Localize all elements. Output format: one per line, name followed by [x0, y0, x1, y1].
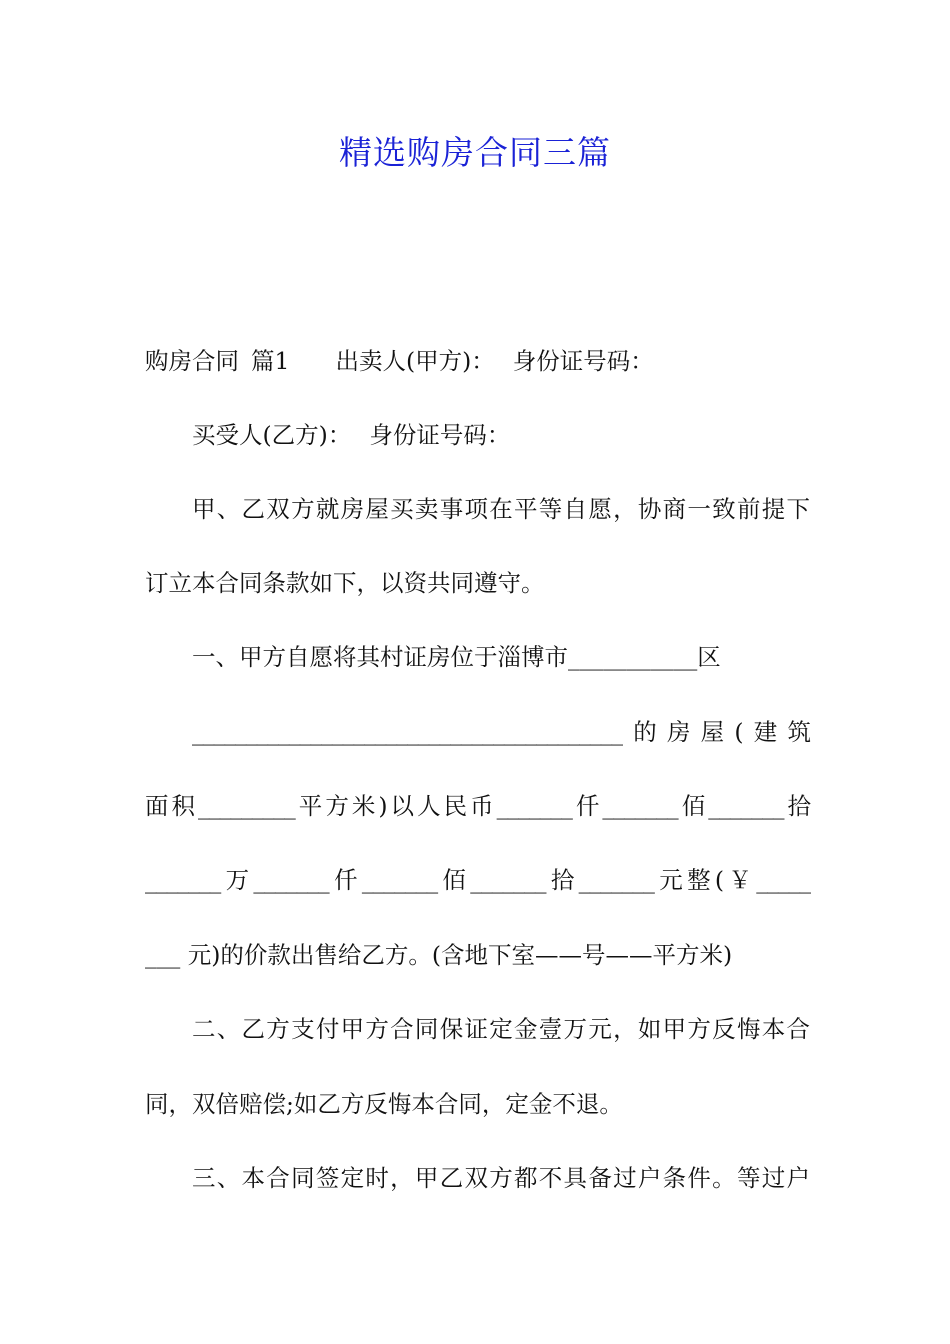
text-line: 甲、乙双方就房屋买卖事项在平等自愿，协商一致前提下 [192, 495, 810, 523]
buyer-line [145, 417, 810, 453]
part-label: 篇1 [251, 347, 290, 375]
section-label: 购房合同 [145, 347, 239, 375]
header-line [145, 343, 810, 379]
text-line: 二、乙方支付甲方合同保证定金壹万元，如甲方反悔本合 [192, 1015, 810, 1043]
text-line: 订立本合同条款如下，以资共同遵守。 [145, 569, 545, 597]
document-title: 精选购房合同三篇 [339, 133, 611, 172]
text-line: 一、甲方自愿将其村证房位于淄博市___________区 [192, 643, 721, 671]
seller-label: 出卖人(甲方)： [335, 347, 495, 375]
buyer-label: 买受人(乙方)： [192, 421, 352, 449]
text-line: 面积_________平方米)以人民币_______仟_______佰_______拾 [145, 792, 810, 820]
text-line: 三、本合同签定时，甲乙双方都不具备过户条件。等过户 [192, 1164, 810, 1192]
text-line: ________________________________________的房屋(建筑 [192, 718, 810, 746]
buyer-id-label: 身份证号码： [369, 421, 511, 449]
text-line: 同，双倍赔偿;如乙方反悔本合同，定金不退。 [145, 1090, 623, 1118]
text-line: ___ 元)的价款出售给乙方。(含地下室——号——平方米) [145, 941, 733, 969]
seller-id-label: 身份证号码： [512, 347, 654, 375]
text-line: _______万_______仟_______佰_______拾_______元整(￥_____ [145, 866, 810, 894]
